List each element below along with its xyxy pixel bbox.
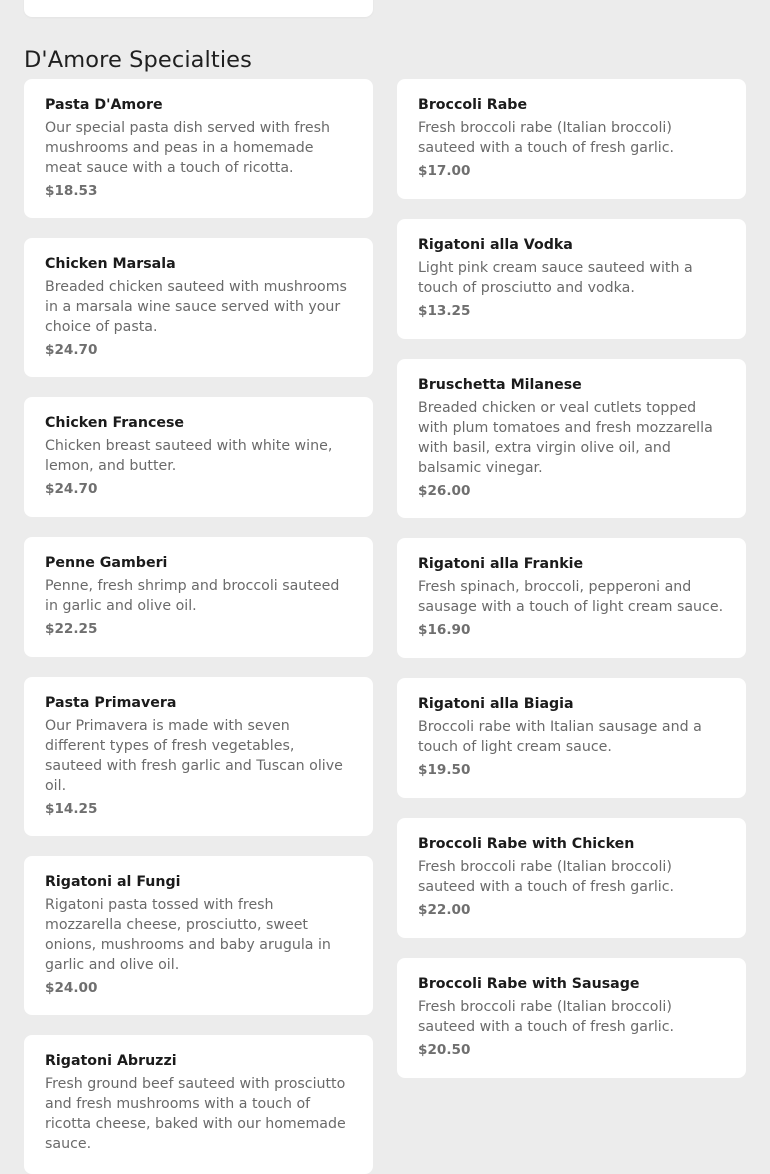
menu-item-name: Penne Gamberi <box>45 555 168 571</box>
menu-item-card[interactable] <box>24 1035 373 1174</box>
menu-item-description: Penne, fresh shrimp and broccoli sauteed in garlic and olive oil. <box>45 578 340 614</box>
menu-column-left <box>24 79 373 1174</box>
menu-item-card[interactable] <box>24 856 373 1015</box>
menu-item-name: Rigatoni Abruzzi <box>45 1053 177 1069</box>
menu-item-card[interactable] <box>24 238 373 377</box>
menu-item-card[interactable] <box>24 79 373 218</box>
menu-item-description: Fresh ground beef sauteed with prosciutto and fresh mushrooms with a touch of ricotta cheese, baked with our homemade sauce. <box>45 1076 346 1152</box>
menu-item-card[interactable] <box>397 538 746 658</box>
menu-item-price: $22.00 <box>418 902 471 918</box>
menu-item-card[interactable] <box>397 219 746 339</box>
menu-item-description: Breaded chicken sauteed with mushrooms in a marsala wine sauce served with your choice of pasta. <box>45 279 347 335</box>
previous-menu-item-card[interactable] <box>24 0 373 17</box>
menu-item-name: Rigatoni al Fungi <box>45 874 181 890</box>
menu-item-name: Pasta D'Amore <box>45 97 163 113</box>
menu-item-card[interactable] <box>397 958 746 1078</box>
menu-item-description: Chicken breast sauteed with white wine, lemon, and butter. <box>45 438 333 474</box>
menu-item-description: Broccoli rabe with Italian sausage and a touch of light cream sauce. <box>418 719 702 755</box>
menu-item-description: Our special pasta dish served with fresh mushrooms and peas in a homemade meat sauce with a touch of ricotta. <box>45 120 331 176</box>
menu-item-name: Chicken Marsala <box>45 256 176 272</box>
menu-item-price: $26.00 <box>418 483 471 499</box>
section-title: D'Amore Specialties <box>24 47 252 73</box>
menu-column-right <box>397 79 746 1078</box>
menu-item-name: Rigatoni alla Vodka <box>418 237 573 253</box>
menu-item-description: Rigatoni pasta tossed with fresh mozzarella cheese, prosciutto, sweet onions, mushrooms and baby arugula in garlic and olive oil. <box>45 897 331 973</box>
menu-item-price: $24.00 <box>45 980 98 996</box>
menu-item-card[interactable] <box>397 79 746 199</box>
menu-item-price: $16.90 <box>418 622 471 638</box>
menu-item-price: $24.70 <box>45 342 98 358</box>
menu-item-name: Rigatoni alla Frankie <box>418 556 584 572</box>
menu-item-card[interactable] <box>24 537 373 657</box>
menu-item-price: $14.25 <box>45 801 98 817</box>
menu-item-description: Fresh spinach, broccoli, pepperoni and sausage with a touch of light cream sauce. <box>418 579 724 615</box>
menu-item-name: Broccoli Rabe with Chicken <box>418 836 635 852</box>
menu-item-name: Broccoli Rabe with Sausage <box>418 976 640 992</box>
menu-item-description: Fresh broccoli rabe (Italian broccoli) sauteed with a touch of fresh garlic. <box>418 120 675 156</box>
menu-item-price: $18.53 <box>45 183 98 199</box>
menu-item-description: Our Primavera is made with seven different types of fresh vegetables, sauteed with fresh garlic and Tuscan olive oil. <box>45 718 343 794</box>
menu-item-price: $24.70 <box>45 481 98 497</box>
menu-item-price: $20.50 <box>418 1042 471 1058</box>
menu-item-description: Fresh broccoli rabe (Italian broccoli) sauteed with a touch of fresh garlic. <box>418 999 675 1035</box>
menu-item-description: Fresh broccoli rabe (Italian broccoli) sauteed with a touch of fresh garlic. <box>418 859 675 895</box>
menu-item-price: $13.25 <box>418 303 471 319</box>
menu-item-name: Bruschetta Milanese <box>418 377 582 393</box>
menu-item-description: Light pink cream sauce sauteed with a touch of prosciutto and vodka. <box>418 260 693 296</box>
menu-item-price: $22.25 <box>45 621 98 637</box>
menu-item-card[interactable] <box>24 397 373 517</box>
menu-item-card[interactable] <box>397 359 746 518</box>
menu-item-price: $19.50 <box>418 762 471 778</box>
menu-item-price: $17.00 <box>418 163 471 179</box>
menu-item-name: Chicken Francese <box>45 415 185 431</box>
menu-item-card[interactable] <box>24 677 373 836</box>
menu-item-card[interactable] <box>397 678 746 798</box>
menu-item-card[interactable] <box>397 818 746 938</box>
menu-item-name: Rigatoni alla Biagia <box>418 696 574 712</box>
menu-item-description: Breaded chicken or veal cutlets topped with plum tomatoes and fresh mozzarella with basil, extra virgin olive oil, and balsamic vinegar. <box>418 400 713 476</box>
menu-item-name: Broccoli Rabe <box>418 97 528 113</box>
menu-item-name: Pasta Primavera <box>45 695 177 711</box>
